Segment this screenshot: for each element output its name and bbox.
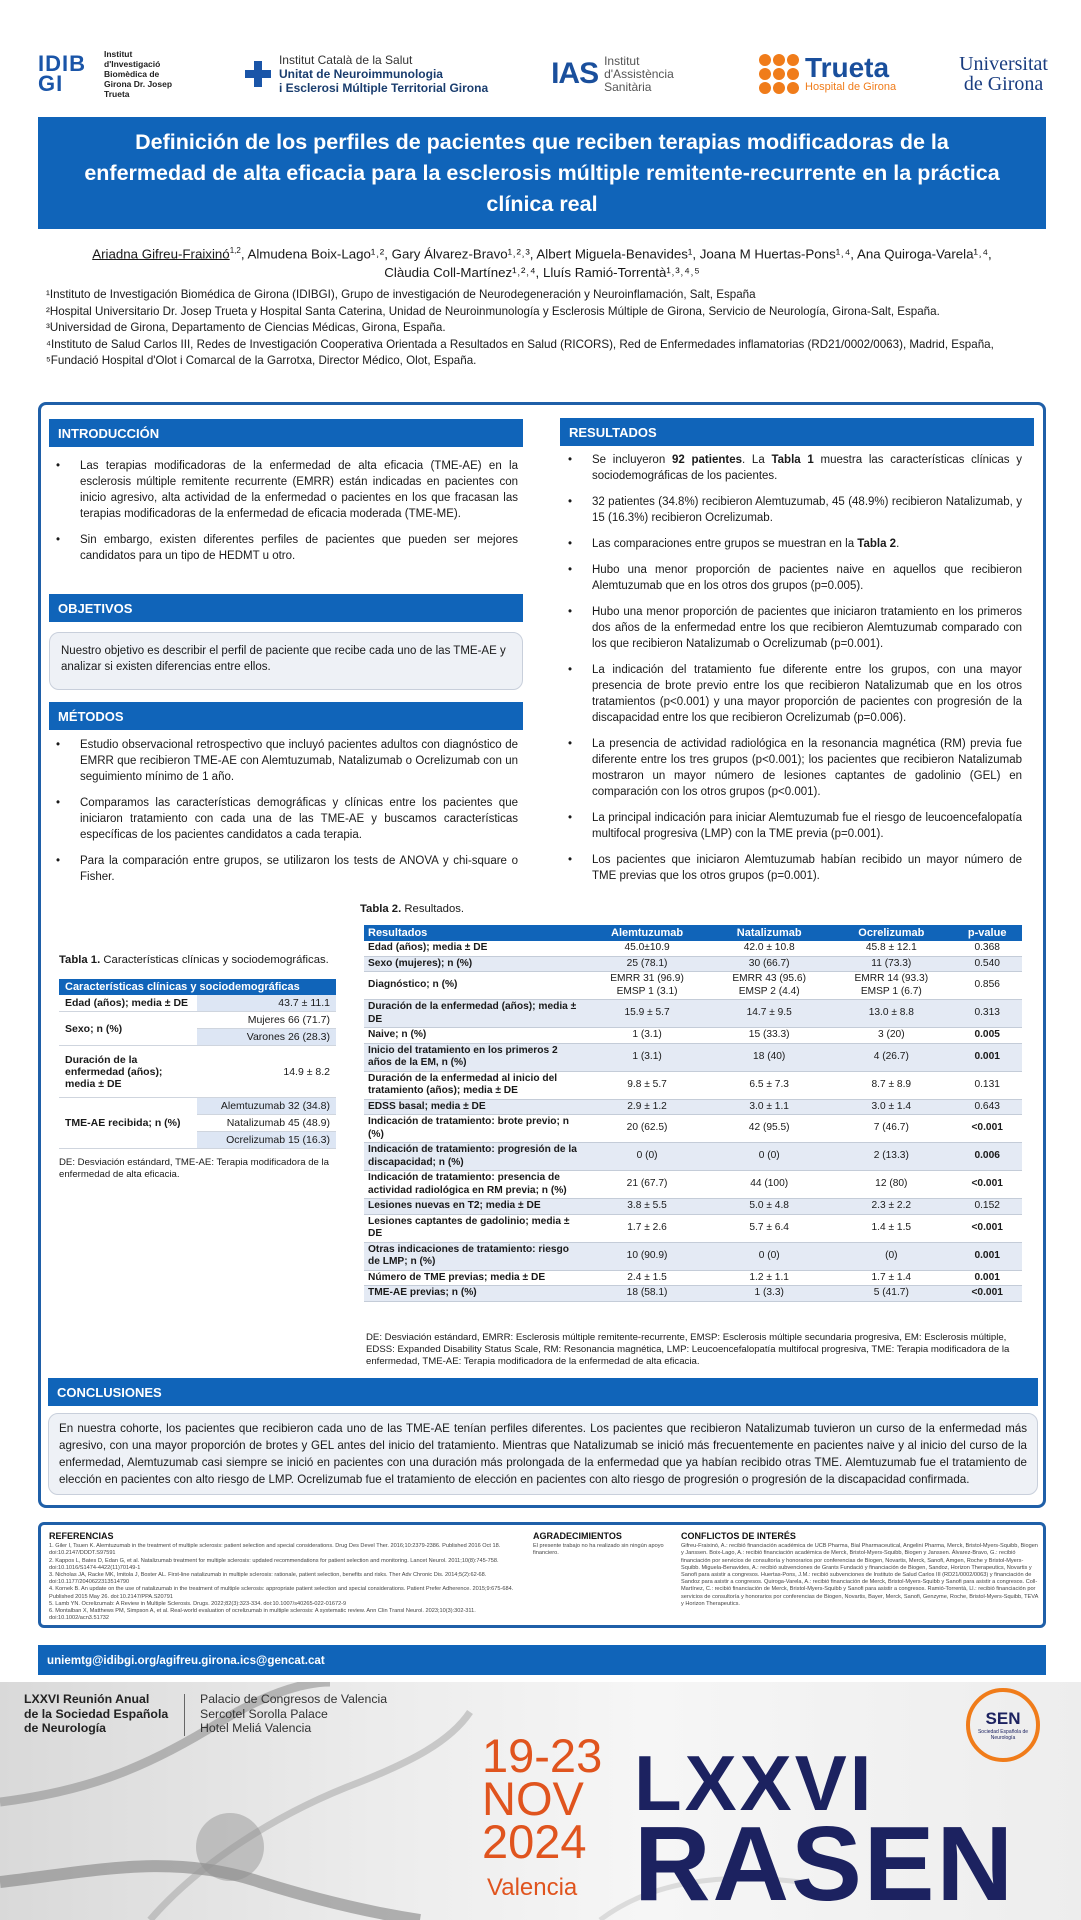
objetivos-box: Nuestro objetivo es describir el perfil de paciente que recibe cada uno de las TME-AE y analizar si existen diferencias entre ellos. (49, 632, 523, 690)
ics-text (279, 53, 488, 95)
table-row: Edad (años); media ± DE 45.0±10.9 42.0 ± 10.8 45.8 ± 12.1 0.368 (364, 941, 1022, 956)
table-row: Lesiones nuevas en T2; media ± DE 3.8 ± 5.5 5.0 ± 4.8 2.3 ± 2.2 0.152 (364, 1199, 1022, 1215)
udg-line1: Universitat (959, 53, 1048, 75)
authors-rest: , Almudena Boix-Lago¹˒², Gary Álvarez-Bravo¹˒²˒³, Albert Miguela-Benavides¹, Joana M Huertas-Pons¹˒⁴, Ana Quiroga-Varela¹˒⁴, (240, 246, 992, 262)
table-row: Duración de la enfermedad (años); media ± DE 14.9 ± 8.2 (59, 1046, 336, 1098)
table1 (59, 979, 336, 1181)
resultados-bullet-9: • Los pacientes que iniciaron Alemtuzumab habían recibido un mayor número de TME previas que los otros grupos (p=0.001). (562, 852, 1022, 884)
table-row: EDSS basal; media ± DE 2.9 ± 1.2 3.0 ± 1.1 3.0 ± 1.4 0.643 (364, 1099, 1022, 1115)
resultados-bullet-2: • 32 patientes (34.8%) recibieron Alemtuzumab, 45 (48.9%) recibieron Natalizumab, y 15 (16.3%) recibieron Ocrelizumab. (562, 494, 1022, 526)
objetivos-heading: OBJETIVOS (49, 594, 523, 622)
reference-2: 2. Kappos L, Bates D, Edan G, et al. Natalizumab treatment for multiple sclerosis: updated recommendations for patient selection and monitoring. Lancet Neurol. 2011;10(8):745-758. doi:10.1016/S1474-4422(11)70149-1 (49, 1557, 499, 1571)
resultados-bullet-5: • Hubo una menor proporción de pacientes que iniciaron tratamiento en los primeros dos años de la enfermedad entre los que recibieron Alemtuzumab comparado con los que recibieron Natalizumab o Ocrelizumab (p=0.001). (562, 604, 1022, 652)
conclusiones-box: En nuestra cohorte, los pacientes que recibieron cada uno de las TME-AE tenían perfiles diferentes. Los pacientes que recibieron Natalizumab tuvieron un curso de la enfermedad más agresivo, con una mayor proporción de brotes y GEL antes del inicio del tratamiento. Mientras que Natalizumab se inició más frecuentemente en pacientes naive y al inicio del curso de la enfermedad, Alemtuzumab casi siempre se inició en pacientes con una duración más prolongada de la enfermedad que ya habían recibido otras TME. Alemtuzumab fue el tratamiento de elección en pacientes con alto riesgo de LMP. Ocrelizumab fue el tratamiento de elección en pacientes con alto riesgo de progresión o progresión de la discapacidad confirmada. (48, 1413, 1038, 1495)
resultados-bullet-8: • La principal indicación para iniciar Alemtuzumab fue el riesgo de leucoencefalopatía multifocal progresiva (LMP) con la TME previa (p=0.001). (562, 810, 1022, 842)
resultados-heading: RESULTADOS (560, 418, 1034, 446)
affiliation-5: ⁵Fundació Hospital d'Olot i Comarcal de la Garrotxa, Director Médico, Olot, España. (46, 354, 477, 368)
trueta-name: Trueta (805, 51, 890, 83)
trueta-dots-icon (759, 54, 799, 94)
referencias-column (49, 1533, 519, 1622)
trueta-sub: Hospital de Girona (805, 80, 897, 93)
agradecimientos-column (533, 1533, 673, 1558)
metodos-bullet-2: • Comparamos las características demográficas y clínicas entre los pacientes que iniciaron tratamiento con cada una de las TME-AE y buscamos características específicas de los pacientes candidatos a cada terapia. (50, 795, 518, 843)
ics-line2: Unitat de Neuroimmunologia (278, 67, 443, 81)
congress-number: LXXVI (634, 1739, 875, 1827)
congress-footer (0, 1682, 1081, 1920)
references-frame (38, 1522, 1046, 1628)
conflictos-heading: CONFLICTOS DE INTERÉS (681, 1531, 796, 1541)
table-row: Natalizumab 45 (48.9) (59, 1115, 336, 1132)
resultados-bullet-3: • Las comparaciones entre grupos se muestran en la Tabla 2. (562, 536, 1022, 552)
congress-dates: 19-23 NOV 2024 (482, 1729, 603, 1868)
congress-name: LXXVI Reunión Anual de la Sociedad Española de Neurología (24, 1692, 169, 1735)
table-row: TME-AE recibida; n (%) Alemtuzumab 32 (34.8) (59, 1098, 336, 1115)
table-row: Indicación de tratamiento: brote previo; n (%) 20 (62.5) 42 (95.5) 7 (46.7) <0.001 (364, 1115, 1022, 1143)
idibgi-logo (38, 49, 182, 99)
authors-line2: Clàudia Coll-Martínez¹˒²˒⁴, Lluís Ramió-Torrentà¹˒³˒⁴˒⁵ (384, 265, 700, 281)
contact-bar (38, 1645, 1046, 1675)
table1-footnote: DE: Desviación estándard, TME-AE: Terapia modificadora de la enfermedad de alta eficacia. (59, 1157, 330, 1180)
ics-line3: i Esclerosi Múltiple Territorial Girona (278, 81, 489, 95)
author-list (40, 241, 1044, 282)
table-row: Otras indicaciones de tratamiento: riesgo de LMP; n (%) 10 (90.9) 0 (0) (0) 0.001 (364, 1242, 1022, 1270)
resultados-bullet-1: • Se incluyeron 92 patientes. La Tabla 1 muestra las características clínicas y sociodemográficas de los pacientes. (562, 452, 1022, 484)
congress-venue: Palacio de Congresos de Valencia Sercotel Sorolla Palace Hotel Meliá Valencia (200, 1692, 388, 1735)
table-row: Ocrelizumab 15 (16.3) (59, 1132, 336, 1149)
poster-title: Definición de los perfiles de pacientes que reciben terapias modificadoras de la enfermedad de alta eficacia para la esclerosis múltiple remitente-recurrente en la práctica clínica real (84, 129, 1000, 216)
reference-5: 5. Lamb YN. Ocrelizumab: A Review in Multiple Sclerosis. Drugs. 2022;82(3):323-334. doi:10.1007/s40265-022-01672-9 (49, 1600, 347, 1607)
reference-4: 4. Kornek B. An update on the use of natalizumab in the treatment of multiple sclerosis: appropriate patient selection and special considerations. Patient Prefer Adherence. 2015;9:675-684. Published 2015 May 26. doi:10.2147/PPA.S20791 (49, 1586, 514, 1600)
table-row: Duración de la enfermedad al inicio del tratamiento (años); media ± DE 9.8 ± 5.7 6.5 ± 7.3 8.7 ± 8.9 0.131 (364, 1071, 1022, 1099)
table-row: Sexo (mujeres); n (%) 25 (78.1) 30 (66.7) 11 (73.3) 0.540 (364, 956, 1022, 972)
trueta-text (805, 51, 897, 94)
resultados-bullet-4: • Hubo una menor proporción de pacientes naive en aquellos que recibieron Alemtuzumab que en los otros dos grupos (p=0.005). (562, 562, 1022, 594)
agradecimientos-heading: AGRADECIMIENTOS (533, 1531, 622, 1541)
trueta-logo (759, 51, 897, 94)
conclusiones-heading: CONCLUSIONES (48, 1378, 1038, 1406)
sen-logo (966, 1688, 1040, 1762)
metodos-heading: MÉTODOS (49, 702, 523, 730)
intro-heading: INTRODUCCIÓN (49, 419, 523, 447)
referencias-heading: REFERENCIAS (49, 1531, 114, 1541)
table-row: Número de TME previas; media ± DE 2.4 ± 1.5 1.2 ± 1.1 1.7 ± 1.4 0.001 (364, 1270, 1022, 1286)
reference-6: 6. Montalban X, Matthews PM, Simpson A, et al. Real-world evaluation of ocrelizumab in multiple sclerosis: A systematic review. Ann Clin Transl Neurol. 2023;10(3):302-311. doi:10.1002/acn3.51732 (49, 1608, 476, 1622)
reference-3: 3. Nicholas JA, Racke MK, Imitola J, Boster AL. First-line natalizumab in multiple sclerosis: rationale, patient selection, benefits and risks. Ther Adv Chronic Dis. 2014;5(2):62-68. doi:10.1177/2040622313514790 (49, 1572, 487, 1586)
conflictos-column (681, 1533, 1039, 1608)
congress-city: Valencia (487, 1874, 578, 1901)
ics-line1: Institut Català de la Salut (278, 53, 413, 67)
agradecimientos-text: El presente trabajo no ha realizado sin ningún apoyo financiero. (533, 1543, 664, 1557)
sen-logo-text: SEN (985, 1709, 1021, 1728)
table-row: Duración de la enfermedad (años); media ± DE 15.9 ± 5.7 14.7 ± 9.5 13.0 ± 8.8 0.313 (364, 1000, 1022, 1028)
first-author-sup: 1,2 (229, 246, 241, 255)
ias-logo (551, 55, 696, 94)
contact-email-link[interactable]: uniemtg@idibgi.org/agifreu.girona.ics@gencat.cat (47, 1653, 325, 1667)
metodos-bullets (50, 737, 518, 895)
table-row: Diagnóstico; n (%) EMRR 31 (96.9) EMSP 1 (3.1) EMRR 43 (95.6) EMSP 2 (4.4) EMRR 14 (93.3) EMSP 1 (6.7) 0.856 (364, 972, 1022, 1000)
udg-text (959, 54, 1048, 94)
ias-text: Institut d'Assistència Sanitària (604, 53, 674, 94)
affiliation-3: ³Universidad de Girona, Departamento de Ciencias Médicas, Girona, España. (46, 321, 446, 335)
table1-caption: Tabla 1. Características clínicas y sociodemográficas. (59, 954, 329, 966)
table-row: Varones 26 (28.3) (59, 1029, 336, 1046)
udg-logo (959, 54, 1048, 94)
table1-header: Características clínicas y sociodemográficas (59, 979, 336, 995)
table2-footnote: DE: Desviación estándard, EMRR: Esclerosis múltiple remitente-recurrente, EMSP: Esclerosis múltiple secundaria progresiva, EM: Esclerosis múltiple, EDSS: Expanded Disability Status Scale, RM: Resonancia magnética, LMP: Leucoencefalopatía multifocal progresiva, TME: Terapia modificadora de la enfermedad, TME-AE: Terapia modificadora de la enfermedad de alta eficacia. (366, 1332, 1010, 1367)
idibgi-text: Institut d'Investigació Biomèdica de Girona Dr. Josep Trueta (104, 49, 173, 99)
resultados-bullet-7: • La presencia de actividad radiológica en la resonancia magnética (RM) previa fue diferente entre los tres grupos (p<0.001); los pacientes que recibieron Natalizumab mostraron un mayor número de lesiones captantes de gadolinio (GEL) en comparación con los otros grupos (p<0.001). (562, 736, 1022, 800)
metodos-bullet-1: • Estudio observacional retrospectivo que incluyó pacientes adultos con diagnóstico de EMRR que recibieron TME-AE con Alemtuzumab, Natalizumab o Ocrelizumab con un seguimiento mínimo de 1 año. (50, 737, 518, 785)
table2-caption: Tabla 2. Resultados. (360, 903, 465, 915)
first-author: Ariadna Gifreu-Fraixinó (92, 246, 230, 262)
table-row: Sexo; n (%) Mujeres 66 (71.7) (59, 1012, 336, 1029)
ias-mark: IAS (551, 57, 599, 90)
idibgi-mark: IDIB GI (38, 51, 86, 96)
footer-divider (184, 1694, 185, 1736)
reference-1: 1. Giler I, Tsuen K. Alemtuzumab in the treatment of multiple sclerosis: patient selection and special considerations. Drug Des Devel Ther. 2016;10:2379-2386. Published 2016 Oct 18. doi:10.2147/DDDT.S97591 (49, 1543, 501, 1557)
table-row: Edad (años); media ± DE 43.7 ± 11.1 (59, 995, 336, 1012)
table-row: Indicación de tratamiento: progresión de la discapacidad; n (%) 0 (0) 0 (0) 2 (13.3) 0.006 (364, 1143, 1022, 1171)
affiliation-1: ¹Instituto de Investigación Biomédica de Girona (IDIBGI), Grupo de investigación de Neurodegeneración y Neuroinflamación, Salt, España (46, 288, 756, 301)
intro-bullet-1: • Las terapias modificadoras de la enfermedad de alta eficacia (TME-AE) en la esclerosis múltiple remitente recurrente (EMRR) están indicadas en pacientes con inicio agresivo, alta actividad de la enfermedad o pacientes en los que fracasan las terapias modificadoras de la enfermedad de eficacia moderada (TME-ME). (50, 458, 518, 522)
table-row: Lesiones captantes de gadolinio; media ± DE 1.7 ± 2.6 5.7 ± 6.4 1.4 ± 1.5 <0.001 (364, 1214, 1022, 1242)
table-row: Indicación de tratamiento: presencia de actividad radiológica en RM previa; n (%) 21 (67.7) 44 (100) 12 (80) <0.001 (364, 1171, 1022, 1199)
sen-logo-sub: Sociedad Española de Neurología (977, 1729, 1029, 1741)
authors-line1 (40, 241, 1044, 263)
title-band (38, 117, 1046, 229)
resultados-bullets (562, 452, 1022, 894)
ics-logo (245, 53, 488, 95)
affiliation-4: ⁴Instituto de Salud Carlos III, Redes de Investigación Cooperativa Orientada a Resultados en Salud (RICORS), Red de Enfermedades inflamatorias (RD21/0002/0063), Madrid, España, (46, 337, 994, 351)
affiliation-2: ²Hospital Universitario Dr. Josep Trueta y Hospital Santa Caterina, Unidad de Neuroinmunología y Esclerosis Múltiple de Girona, Servicio de Neurología, Girona-Salt, España. (46, 304, 940, 318)
intro-bullet-2: • Sin embargo, existen diferentes perfiles de pacientes que pueden ser mejores candidatos para un tipo de HEDMT u otro. (50, 532, 518, 564)
conflictos-text: Gifreu-Fraixinó, A.: recibió financiación académica de UCB Pharma, Bial Pharmaceutical, Angelini Pharma, Merck, Bristol-Myers-Squibb, Biogen y Janssen. Boix-Lago, A.: recibió financiación académica de Merck, Bristol-Myers-Squibb, Biogen y Janssen. Álvarez-Bravo, G.: recibió financiación por servicios de consultoría y honorarios por conferencias de Biogen, Novartis, Merck, Sanofi, Amgen, Roche y Bristol-Myers-Squibb. Miguela-Benavides, A.: recibió subvenciones de Grants Fundació y financiación de Biogen, Sandoz, Horizon Therapeutics, Novartis y Sanofi para asistir a congresos. Huertas-Pons, J.M.: recibió subvenciones de Instituto de Salud Carlos III (RD21/0002/0063) y financiación de Sandoz para asistir a congresos. Quiroga-Varela, A.: recibió financiación de Merck, Bristol-Myers-Squibb y Sanofi para asistir a congresos. Coll-Martínez, C.: recibió financiación de Merck, Bristol-Myers-Squibb y Sanofi para asistir a congresos. Ramió-Torrentà, Ll.: recibió financiación por servicios de consultoría y honorarios por conferencias de Biogen, Novartis, Bayer, Merck, Sanofi, Genzyme, Roche, Bristol-Myers-Squibb, TEVA y Horizon Therapeutics. (681, 1543, 1039, 1607)
resultados-bullet-6: • La indicación del tratamiento fue diferente entre los grupos, con una mayor presencia de brote previo entre los que recibieron Natalizumab que en los otros tratamientos (p<0.001) y una mayor proporción de pacientes con progresión de la discapacidad entre los que recibieron Ocrelizumab (p=0.006). (562, 662, 1022, 726)
table-row: Inicio del tratamiento en los primeros 2 años de la EM, n (%) 1 (3.1) 18 (40) 4 (26.7) 0.001 (364, 1043, 1022, 1071)
table2-header-row: Resultados Alemtuzumab Natalizumab Ocrelizumab p-value (364, 925, 1022, 941)
udg-line2: de Girona (963, 73, 1044, 95)
metodos-bullet-3: • Para la comparación entre grupos, se utilizaron los tests de ANOVA y chi-square o Fisher. (50, 853, 518, 885)
intro-bullets (50, 458, 518, 574)
table2 (364, 925, 1022, 1302)
affiliations (46, 287, 1046, 370)
logo-row (38, 44, 1048, 104)
ics-cross-icon (245, 61, 271, 87)
table-row: TME-AE previas; n (%) 18 (58.1) 1 (3.3) 5 (41.7) <0.001 (364, 1286, 1022, 1302)
table-row: Naive; n (%) 1 (3.1) 15 (33.3) 3 (20) 0.005 (364, 1028, 1022, 1044)
congress-acronym: RASEN (634, 1805, 1016, 1920)
